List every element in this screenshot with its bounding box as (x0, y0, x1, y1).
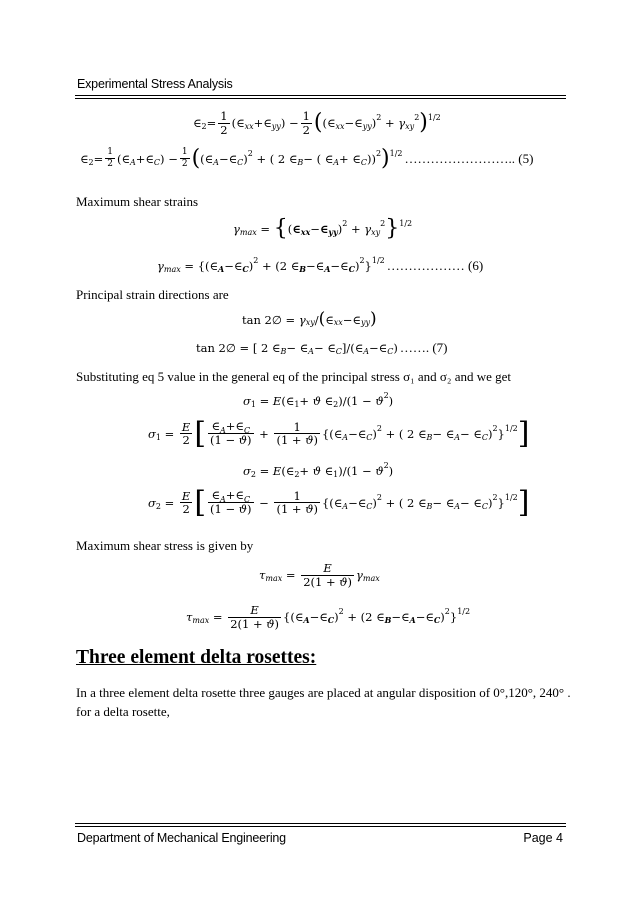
equation-7: tan 2∅ = [ 2 ∈ B − ∈ A − ∈ C ]/(∈ A −∈ C ) ……. (7) (196, 340, 448, 356)
text-substituting: Substituting eq 5 value in the general eq of the principal stress σ₁ and σ₂ and we get (76, 369, 511, 384)
equation-s1-general: σ 1 = E (∈ 1 + ϑ ∈ 2 )/(1 − ϑ 2 ) (243, 390, 394, 409)
equation-s2-general: σ 2 = E (∈ 2 + ϑ ∈ 1 )/(1 − ϑ 2 ) (243, 460, 394, 479)
equation-tau-rosette: τ max = $\frac{E}{2(1 + ϑ)}$ {(∈ A −∈ C ) 2 + (2 ∈ B −∈ A −∈ C ) 2 } 1/2 (186, 603, 471, 631)
equation-s1-rosette: σ 1 = $\frac{E}{2}$ [ $\frac{\in_A+\in_C}{(1 - ϑ)}$ + $\frac{1}{(1 + ϑ)}$ {(∈ A −∈ C ) 2 + ( 2 ∈ B − ∈ A − ∈ C ) 2 } 1/2 ] (148, 416, 530, 451)
text-max-shear-strains: Maximum shear strains (76, 194, 199, 209)
equation-gmax-general: γ max = { ( ∈ xx − ∈ yy ) 2 + γ xy 2 } 1/2 (233, 216, 413, 241)
running-header: Experimental Stress Analysis (77, 77, 233, 91)
section-heading: Three element delta rosettes: (76, 647, 317, 668)
text-max-shear-stress: Maximum shear stress is given by (76, 538, 254, 553)
footer-rule-bottom (75, 826, 566, 827)
text-principal-directions: Principal strain directions are (76, 287, 229, 302)
footer-page-number: Page 4 (523, 831, 563, 845)
equation-5-label: …………………….. (5) (404, 151, 534, 166)
equation-6-label: ……………… (6) (386, 258, 484, 273)
header-rule-bottom (75, 98, 566, 99)
equation-s2-rosette: σ 2 = $\frac{E}{2}$ [ $\frac{\in_A+\in_C}{(1 - ϑ)}$ − $\frac{1}{(1 + ϑ)}$ {(∈ A −∈ C ) 2 + ( 2 ∈ B − ∈ A − ∈ C ) 2 } 1/2 ] (148, 485, 530, 520)
footer-department: Department of Mechanical Engineering (77, 831, 286, 845)
header-rule-top (75, 95, 566, 96)
equation-7-label: ……. (7) (399, 340, 448, 355)
footer-rule-top (75, 823, 566, 824)
equation-e2-general: ∈ 2 = $\frac{1}{2}$ (∈ xx +∈ yy ) − $\frac{1}{2}$ ( (∈ xx −∈ yy ) 2 + γ xy 2 ) 1/2 (193, 109, 441, 137)
equation-tau-general: τ max = $\frac{E}{2(1 + ϑ)}$ γ max (259, 561, 380, 589)
equation-5: ∈ 2 = $\frac{1}{2}$ (∈ A +∈ C ) − $\frac{1}{2}$ ( (∈ A −∈ C ) 2 + ( 2 ∈ B − ( ∈ A + ∈ C )) 2 ) 1/2 …………………….. (5) (80, 146, 534, 171)
equation-tan-general: tan 2∅ = γ xy / ( ∈ xx −∈ yy ) (242, 309, 377, 329)
text-delta-para-line1: In a three element delta rosette three gauges are placed at angular disposition of 0°,120°, 240° . (76, 685, 571, 700)
equation-6: γ max = {(∈ A −∈ C ) 2 + (2 ∈ B −∈ A −∈ C ) 2 } 1/2 ……………… (6) (157, 255, 484, 274)
text-delta-para-line2: for a delta rosette, (76, 704, 170, 719)
